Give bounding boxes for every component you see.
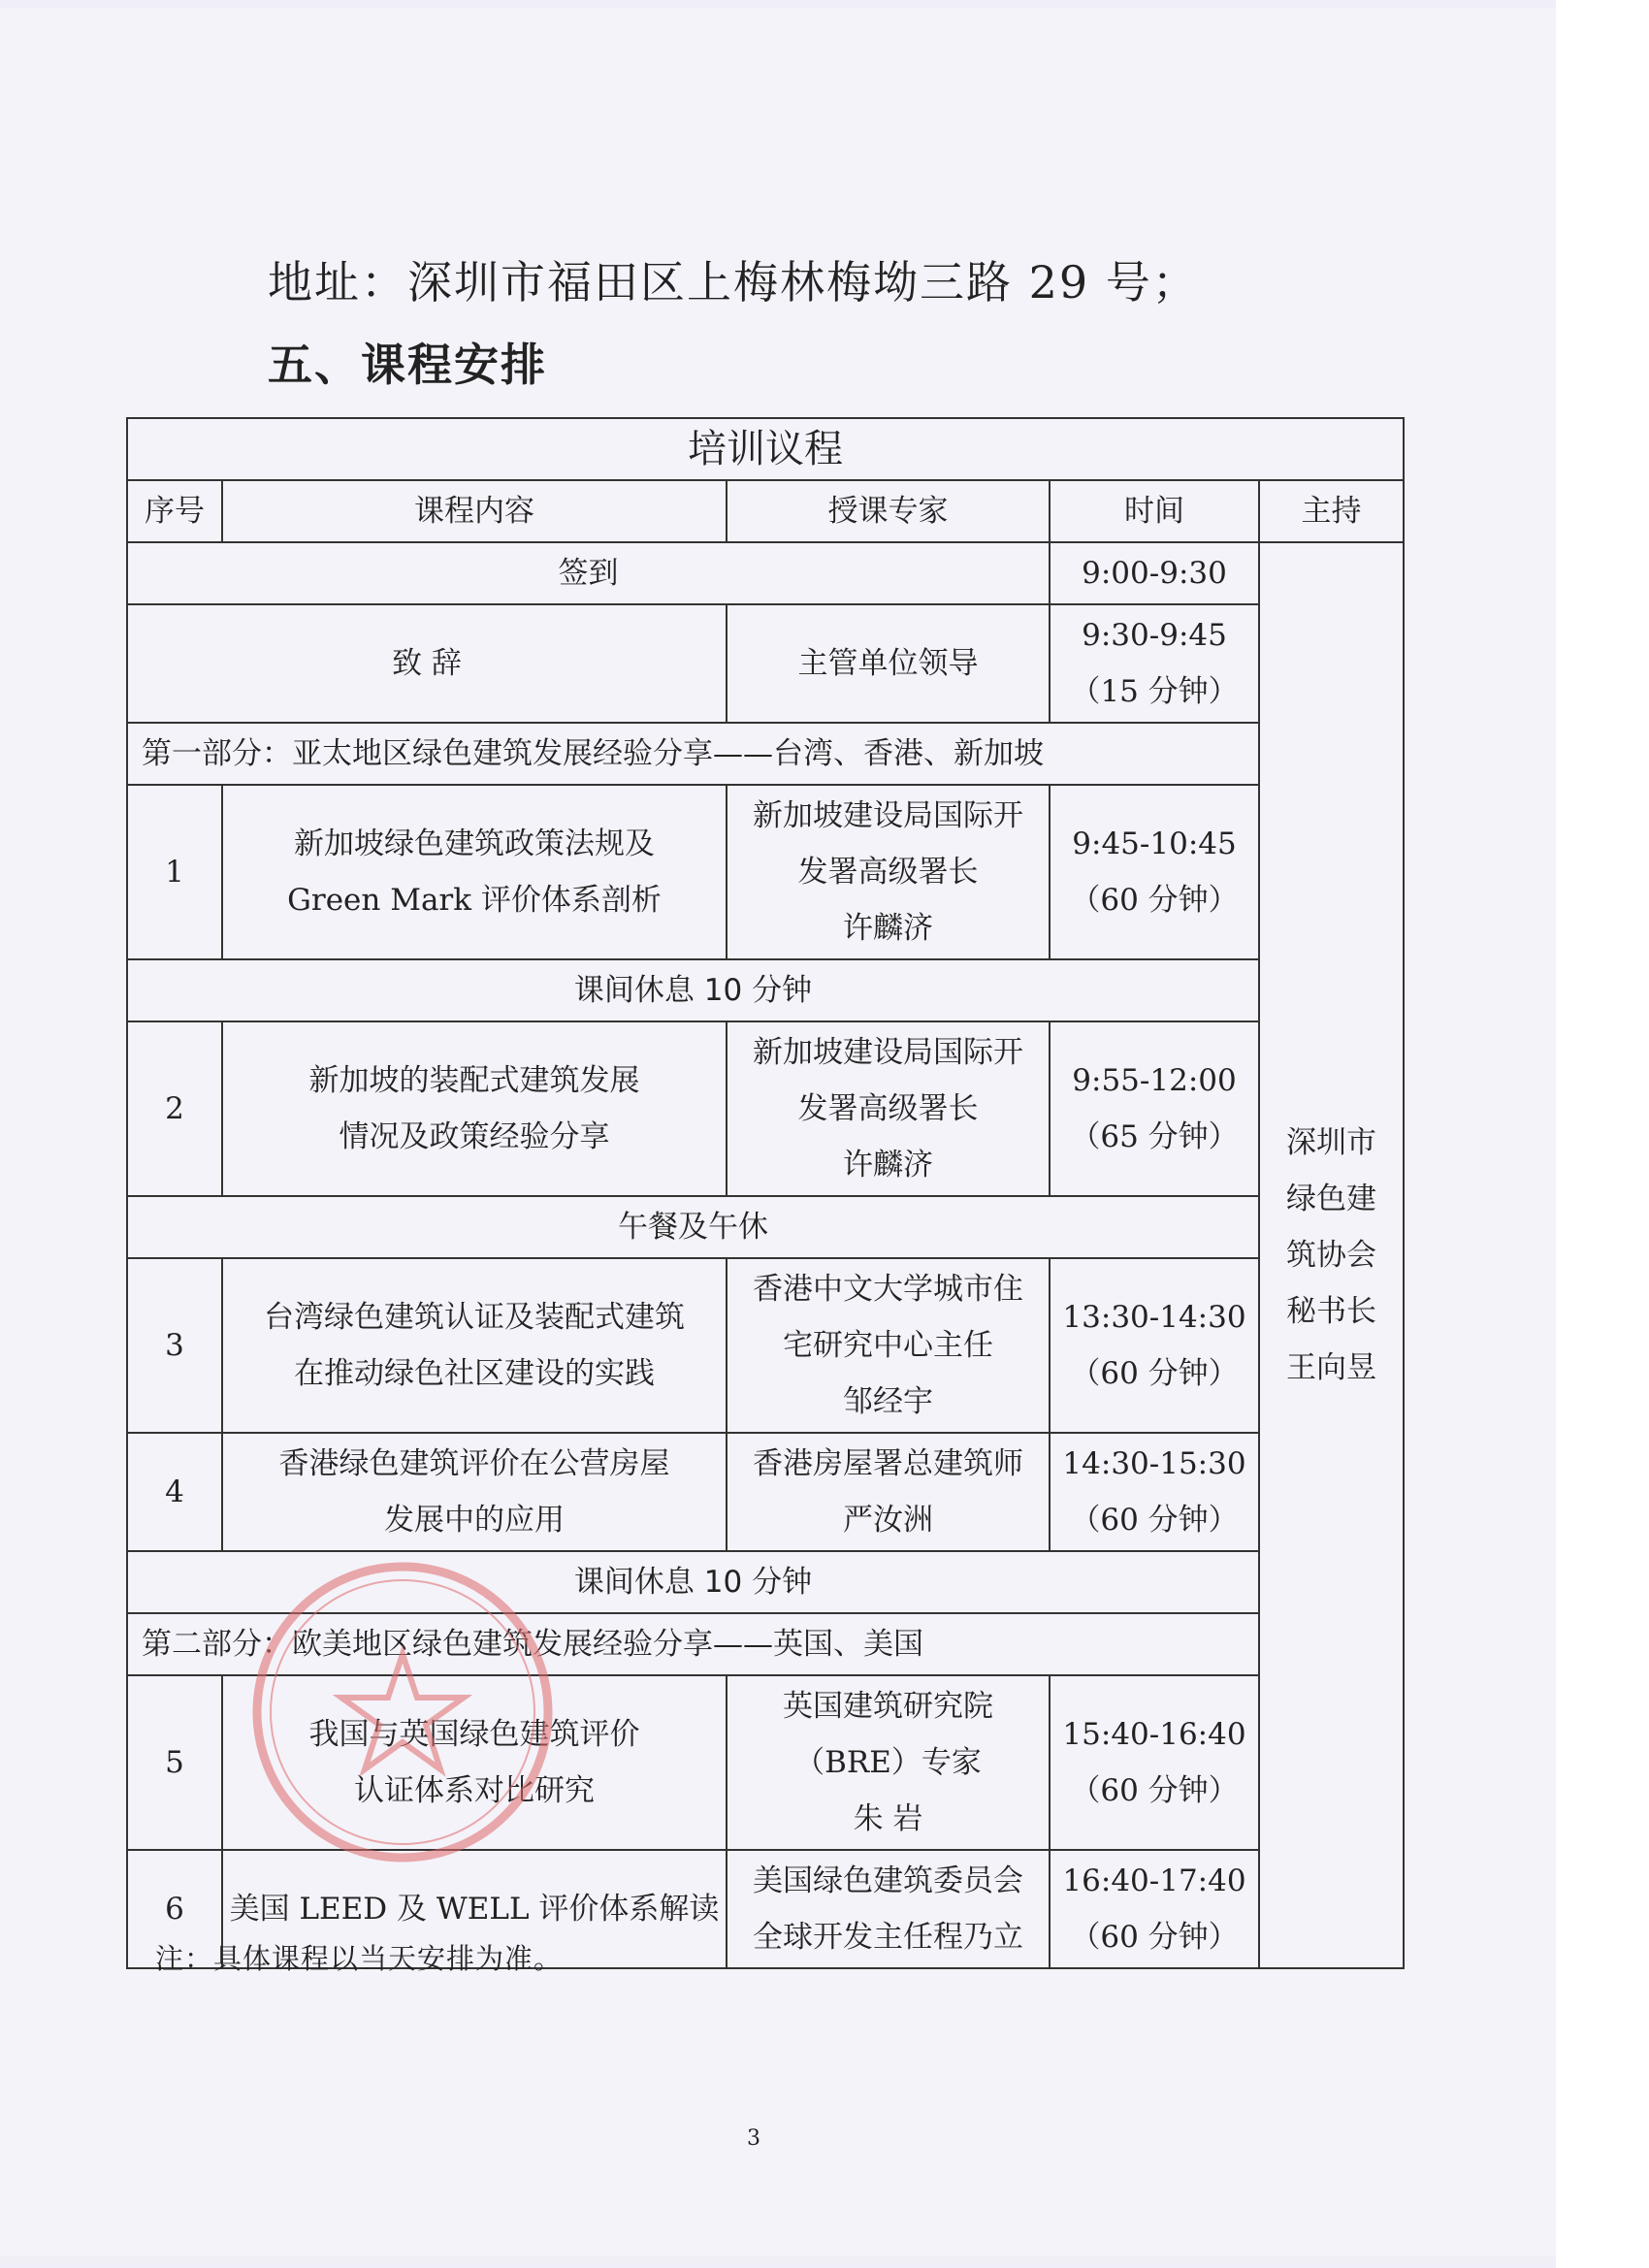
header-host: 主持 [1259, 480, 1404, 542]
table-row [127, 785, 1404, 959]
expert-line: 宅研究中心主任 [783, 1328, 993, 1363]
table-header-row [127, 480, 1404, 542]
address-line: 地址：深圳市福田区上梅林梅坳三路 29 号； [268, 256, 1199, 308]
table-row [127, 1021, 1404, 1196]
expert-line: （BRE）专家 [794, 1745, 982, 1780]
header-no: 序号 [127, 480, 222, 542]
table-row-break [127, 959, 1404, 1021]
time-duration: （60 分钟） [1070, 1356, 1239, 1391]
header-time: 时间 [1050, 480, 1259, 542]
expert-line: 发署高级署长 [797, 855, 979, 890]
scan-margin [1556, 0, 1649, 2268]
expert-line: 英国建筑研究院 [783, 1689, 993, 1724]
header-expert: 授课专家 [727, 480, 1050, 542]
time-duration: （60 分钟） [1070, 1503, 1239, 1538]
session-no: 3 [127, 1258, 222, 1433]
expert-line: 邹经宇 [843, 1384, 933, 1419]
host-cell [1259, 542, 1404, 1968]
checkin-time: 9:00-9:30 [1050, 542, 1259, 604]
time-range: 9:45-10:45 [1072, 826, 1237, 861]
content-line: 我国与英国绿色建筑评价 [308, 1717, 640, 1752]
expert-line: 全球开发主任程乃立 [753, 1920, 1023, 1955]
checkin-label: 签到 [127, 542, 1050, 604]
opening-expert: 主管单位领导 [727, 604, 1050, 723]
session-content [222, 1021, 727, 1196]
expert-line: 美国绿色建筑委员会 [753, 1863, 1023, 1898]
session-time [1050, 1850, 1259, 1968]
host-line: 王向昱 [1286, 1350, 1376, 1385]
section-part1: 第一部分：亚太地区绿色建筑发展经验分享——台湾、香港、新加坡 [127, 723, 1259, 785]
time-range: 9:55-12:00 [1072, 1063, 1237, 1098]
expert-line: 许麟济 [843, 1148, 933, 1183]
content-line: 认证体系对比研究 [354, 1773, 595, 1808]
time-duration: （60 分钟） [1070, 1920, 1239, 1955]
content-line: 香港绿色建筑评价在公营房屋 [278, 1446, 670, 1481]
session-expert [727, 1675, 1050, 1850]
time-duration: （15 分钟） [1070, 674, 1239, 709]
session-time [1050, 1433, 1259, 1551]
table-title: 培训议程 [127, 418, 1404, 480]
time-duration: （60 分钟） [1070, 883, 1239, 918]
session-expert [727, 1433, 1050, 1551]
session-expert [727, 1850, 1050, 1968]
content-line: 情况及政策经验分享 [339, 1119, 610, 1154]
lunch-break: 午餐及午休 [127, 1196, 1259, 1258]
time-range: 13:30-14:30 [1062, 1300, 1246, 1335]
session-time [1050, 1258, 1259, 1433]
table-row-break [127, 1196, 1404, 1258]
session-expert [727, 1021, 1050, 1196]
header-content: 课程内容 [222, 480, 727, 542]
time-range: 16:40-17:40 [1062, 1863, 1246, 1898]
session-no: 4 [127, 1433, 222, 1551]
table-row-opening [127, 604, 1404, 723]
session-expert [727, 1258, 1050, 1433]
table-row-section [127, 723, 1404, 785]
time-range: 14:30-15:30 [1062, 1446, 1246, 1481]
time-duration: （65 分钟） [1070, 1119, 1239, 1154]
session-time [1050, 1675, 1259, 1850]
session-no: 6 [127, 1850, 222, 1968]
session-expert [727, 785, 1050, 959]
session-time [1050, 1021, 1259, 1196]
content-line: 美国 LEED 及 WELL 评价体系解读 [229, 1892, 720, 1927]
official-seal-stamp [242, 1552, 563, 1872]
expert-line: 严汝洲 [843, 1503, 933, 1538]
table-row-checkin [127, 542, 1404, 604]
time-range: 9:30-9:45 [1082, 618, 1227, 653]
host-line: 筑协会 [1286, 1238, 1376, 1273]
table-row [127, 1433, 1404, 1551]
session-time [1050, 785, 1259, 959]
break-2: 课间休息 10 分钟 [127, 1551, 1259, 1613]
session-content [222, 1258, 727, 1433]
expert-line: 新加坡建设局国际开 [753, 1035, 1023, 1070]
expert-line: 香港房屋署总建筑师 [753, 1446, 1023, 1481]
host-line: 绿色建 [1286, 1182, 1376, 1216]
expert-line: 许麟济 [843, 911, 933, 946]
page-number: 3 [747, 2126, 760, 2151]
session-content [222, 1433, 727, 1551]
time-range: 15:40-16:40 [1062, 1717, 1246, 1752]
expert-line: 香港中文大学城市住 [753, 1272, 1023, 1307]
content-line: 在推动绿色社区建设的实践 [294, 1356, 655, 1391]
session-content [222, 785, 727, 959]
time-duration: （60 分钟） [1070, 1773, 1239, 1808]
table-row [127, 1258, 1404, 1433]
host-line: 深圳市 [1286, 1125, 1376, 1160]
content-line: 发展中的应用 [384, 1503, 565, 1538]
expert-line: 新加坡建设局国际开 [753, 798, 1023, 833]
content-line: 台湾绿色建筑认证及装配式建筑 [264, 1300, 685, 1335]
section-heading: 五、课程安排 [268, 339, 547, 391]
opening-label: 致 辞 [127, 604, 727, 723]
session-no: 2 [127, 1021, 222, 1196]
host-line: 秘书长 [1286, 1294, 1376, 1329]
session-no: 1 [127, 785, 222, 959]
footnote: 注：具体课程以当天安排为准。 [155, 1942, 564, 1975]
expert-line: 发署高级署长 [797, 1091, 979, 1126]
section-part2: 第二部分：欧美地区绿色建筑发展经验分享——英国、美国 [127, 1613, 1259, 1675]
content-line: 新加坡的装配式建筑发展 [308, 1063, 640, 1098]
opening-time [1050, 604, 1259, 723]
expert-line: 朱 岩 [853, 1801, 923, 1836]
session-no: 5 [127, 1675, 222, 1850]
break-1: 课间休息 10 分钟 [127, 959, 1259, 1021]
content-line: 新加坡绿色建筑政策法规及 [294, 826, 655, 861]
content-line: Green Mark 评价体系剖析 [287, 883, 662, 918]
